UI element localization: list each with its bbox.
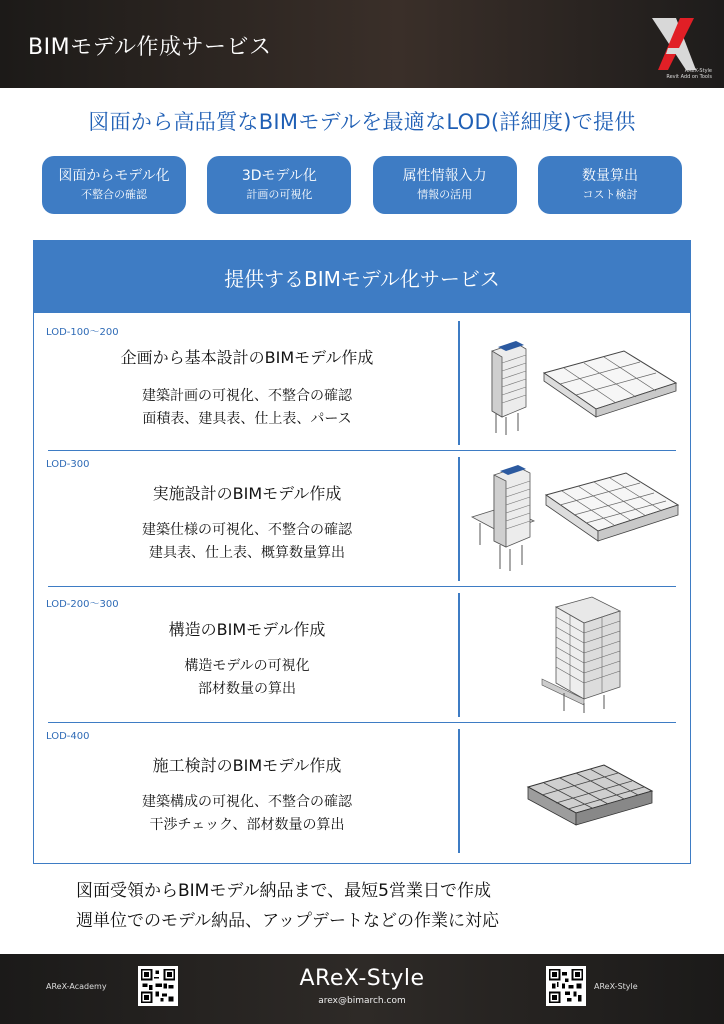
page-title: BIMモデル作成サービス <box>28 35 272 60</box>
lead-heading: 図面から高品質なBIMモデルを最適なLOD(詳細度)で提供 <box>88 110 636 134</box>
delivery-notes: 図面受領からBIMモデル納品まで、最短5営業日で作成 週単位でのモデル納品、アップデートなどの作業に対応 <box>76 881 499 931</box>
feature-pill: 3Dモデル化 計画の可視化 <box>207 156 351 214</box>
header-bar <box>0 0 724 88</box>
service-row <box>34 591 689 721</box>
panel-title: 提供するBIMモデル化サービス <box>34 241 690 313</box>
service-desc: 建築仕様の可視化、不整合の確認 建具表、仕上表、概算数量算出 <box>142 522 352 561</box>
service-title: 構造のBIMモデル作成 <box>168 620 326 639</box>
structural-frame-illustration <box>464 595 686 715</box>
arex-logo-icon <box>646 12 706 76</box>
footer-brand: AReX-Style <box>299 966 425 991</box>
service-desc: 建築計画の可視化、不整合の確認 面積表、建具表、仕上表、パース <box>142 388 352 427</box>
detailed-building-illustration <box>464 461 686 577</box>
construction-model-illustration <box>464 747 686 843</box>
service-row <box>34 455 689 585</box>
style-qr-icon[interactable] <box>546 966 586 1006</box>
feature-list <box>42 156 682 214</box>
service-desc: 構造モデルの可視化 部材数量の算出 <box>184 658 310 697</box>
style-label: AReX-Style <box>594 982 638 991</box>
services-panel <box>33 240 691 864</box>
lod-label: LOD-100～200 <box>46 327 119 338</box>
service-title: 企画から基本設計のBIMモデル作成 <box>120 348 374 367</box>
feature-pill: 図面からモデル化 不整合の確認 <box>42 156 186 214</box>
contact-email[interactable]: arex@bimarch.com <box>318 996 406 1006</box>
service-title: 実施設計のBIMモデル作成 <box>152 484 342 503</box>
footer-bar <box>0 954 724 1024</box>
lod-label: LOD-300 <box>46 459 90 470</box>
service-desc: 建築構成の可視化、不整合の確認 干渉チェック、部材数量の算出 <box>142 794 352 833</box>
service-row <box>34 727 689 857</box>
brand-tagline: AReX-Style Revit Add on Tools <box>666 68 712 80</box>
academy-label: AReX-Academy <box>46 982 107 991</box>
service-row <box>34 319 689 449</box>
service-title: 施工検討のBIMモデル作成 <box>152 756 342 775</box>
feature-pill: 属性情報入力 情報の活用 <box>373 156 517 214</box>
feature-pill: 数量算出 コスト検討 <box>538 156 682 214</box>
lod-label: LOD-400 <box>46 731 90 742</box>
building-floorplan-illustration <box>464 333 686 437</box>
lod-label: LOD-200～300 <box>46 599 119 610</box>
